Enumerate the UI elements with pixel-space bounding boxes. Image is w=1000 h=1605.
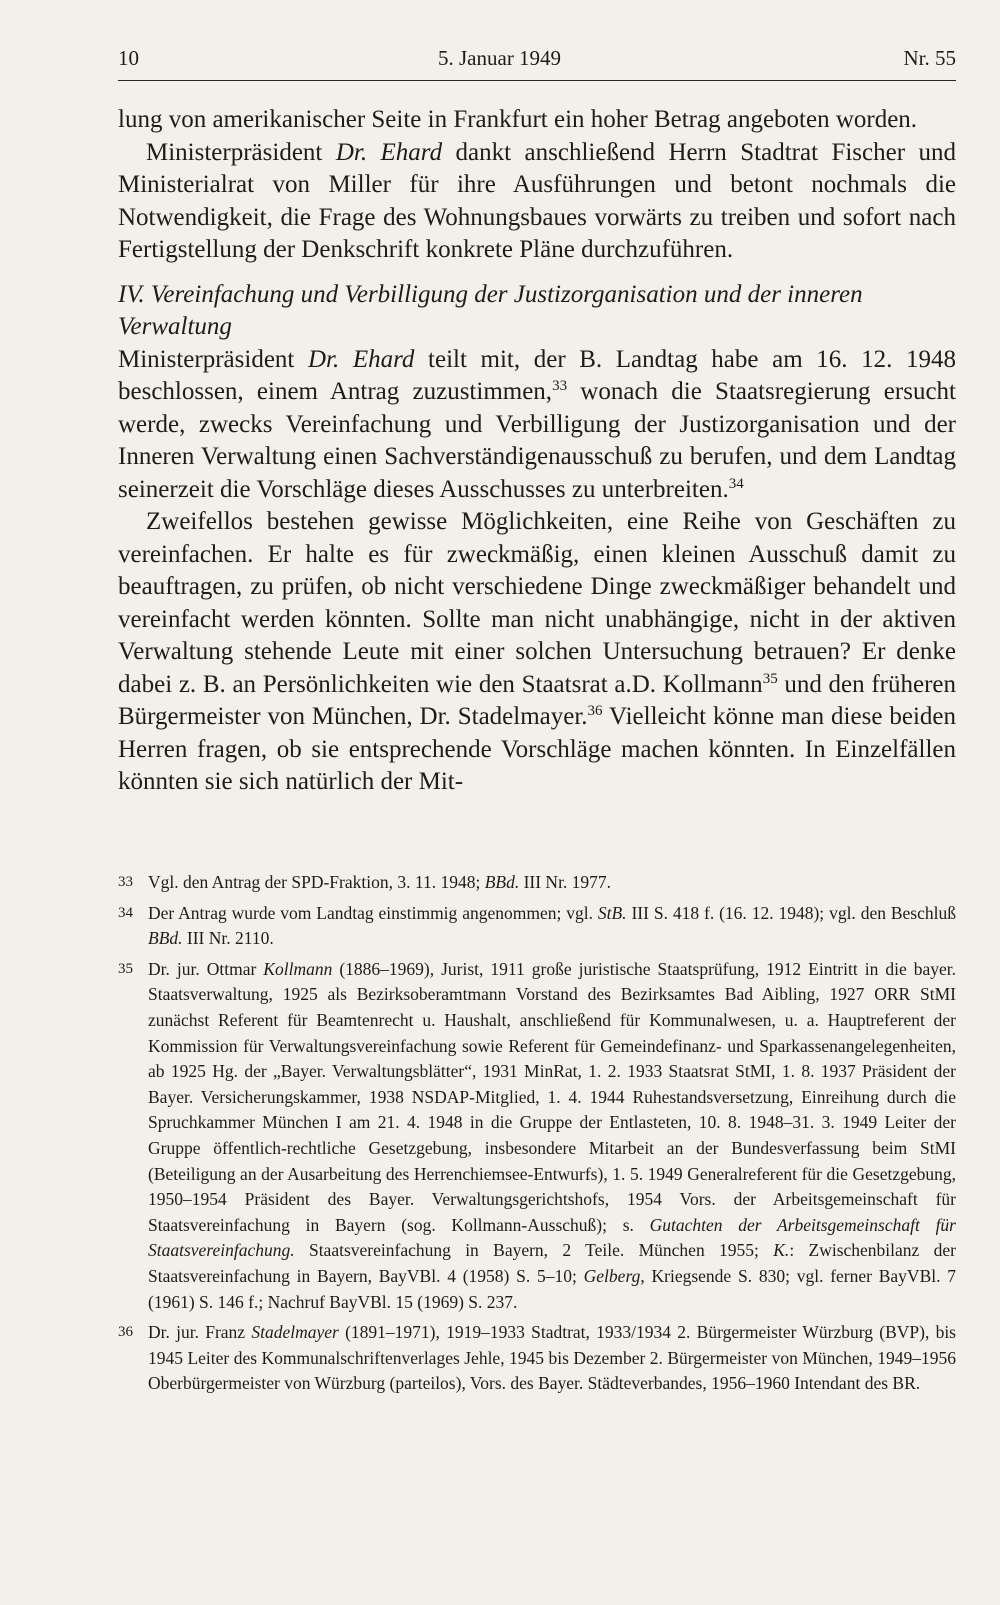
issue-number: Nr. 55 xyxy=(903,46,956,70)
speaker-name: Dr. Ehard xyxy=(335,138,443,166)
footnote-36: 36 Dr. jur. Franz Stadelmayer (1891–1971), 1919–1933 Stadtrat, 1933/1934 2. Bürgermeister Würzburg (BVP), bis 1945 Leiter des Kommunalschriftenverlages Jehle, 1945 bis Dezember 2. Bürgermeister von München, 1949–1956 Oberbürgermeister von Würzburg (parteilos), Vors. des Bayer. Städteverbandes, 1956–1960 Intendant des BR. xyxy=(118,1322,956,1394)
footnote-ref-35: 35 xyxy=(762,670,778,687)
footnote-35: 35 Dr. jur. Ottmar Kollmann (1886–1969), Jurist, 1911 große juristische Staatsprüfung, 1912 Eintritt in die bayer. Staatsverwaltung, 1925 als Bezirksoberamtmann Vorstand des Bezirksamtes Bad Aibling, 1927 ORR StMI zunächst Referent für Beamtenrecht u. Haushalt, anschließend für Kommunalwesen, u. a. Hauptreferent der Kommission für Verwaltungsvereinfachung sowie Referent für Gemeindefinanz- und Sparkassenangelegenheiten, ab 1925 Hg. der „Bayer. Verwaltungsblätter“, 1931 MinRat, 1. 2. 1933 Staatsrat StMI, 1. 8. 1937 Präsident der Bayer. Versicherungskammer, 1938 NSDAP-Mitglied, 1. 4. 1944 Ruhestandsversetzung, Einreihung durch die Spruchkammer München I am 21. 4. 1948 in die Gruppe der Entlasteten, 10. 8. 1948–31. 3. 1949 Leiter der Gruppe öffentlich-rechtliche Gesetzgebung, insbesondere Mitarbeit an der Bundesverfassung beim StMI (Beteiligung an der Ausarbeitung des Herrenchiemsee-Entwurfs), 1. 5. 1949 Generalreferent für die Gesetzgebung, 1950–1954 Präsident des Bayer. Verwaltungsgerichtshofs, 1954 Vors. der Arbeitsgemeinschaft für Staatsvereinfachung in Bayern (sog. Kollmann-Ausschuß); s. Gutachten der Arbeitsgemeinschaft für Staatsvereinfachung. Staatsvereinfachung in Bayern, 2 Teile. München 1955; K.: Zwischenbilanz der Staatsvereinfachung in Bayern, BayVBl. 4 (1958) S. 5–10; Gelberg, Kriegsende S. 830; vgl. ferner BayVBl. 7 (1961) S. 146 f.; Nachruf BayVBl. 15 (1969) S. 237. xyxy=(118,958,956,1312)
running-header xyxy=(118,44,956,81)
footnote-34: 34 Der Antrag wurde vom Landtag einstimmig angenommen; vgl. StB. III S. 418 f. (16. 12. 1948); vgl. den Beschluß BBd. III Nr. 2110. xyxy=(118,902,956,949)
footnote-ref-34: 34 xyxy=(728,475,744,492)
paragraph-landtag-decision: Ministerpräsident Dr. Ehard teilt mit, der B. Landtag habe am 16. 12. 1948 beschlossen, einem Antrag zuzustimmen,$^{33}$ wonach die Staatsregierung ersucht werde, zwecks Vereinfachung und Verbilligung der Justizorganisation und der Inneren Verwaltung einen Sachverständigenausschuß zu berufen, und dem Landtag seinerzeit die Vorschläge dieses Ausschusses zu unterbreiten.$^{34}$ xyxy=(118,345,956,503)
main-text xyxy=(118,104,956,799)
header-date: 5. Januar 1949 xyxy=(438,46,562,70)
paragraph-simplification: Zweifellos bestehen gewisse Möglichkeiten, eine Reihe von Geschäften zu vereinfachen. Er halte es für zweckmäßig, einen kleinen Ausschuß damit zu beauftragen, zu prüfen, ob nicht verschiedene Dinge zweckmäßiger behandelt und vereinfacht werden könnten. Sollte man nicht unabhängige, nicht in der aktiven Verwaltung stehende Leute mit einer solchen Untersuchung betrauen? Er denke dabei z. B. an Persönlichkeiten wie den Staatsrat a.D. Kollmann$^{35}$ und den früheren Bürgermeister von München, Dr. Stadelmayer.$^{36}$ Vielleicht könne man diese beiden Herren fragen, ob sie entsprechende Vorschläge machen könnten. In Einzelfällen könnten sie sich natürlich der Mit- xyxy=(118,508,956,795)
footnote-ref-33: 33 xyxy=(552,378,568,394)
section-heading: IV. Vereinfachung und Verbilligung der Justizorganisation und der inneren Verwaltung xyxy=(118,280,863,340)
footnote-number: 34 xyxy=(118,904,133,921)
footnote-number: 36 xyxy=(118,1324,133,1341)
page-number: 10 xyxy=(118,46,139,70)
speaker-name: Dr. Ehard xyxy=(307,345,415,373)
footnote-ref-36: 36 xyxy=(587,703,603,719)
footnote-number: 35 xyxy=(118,960,133,977)
footnote-number: 33 xyxy=(118,874,133,890)
paragraph-continuation: lung von amerikanischer Seite in Frankfurt ein hoher Betrag angeboten worden. xyxy=(118,106,918,133)
footnote-33: 33 Vgl. den Antrag der SPD-Fraktion, 3. 11. 1948; BBd. III Nr. 1977. xyxy=(118,870,956,896)
paragraph-ehard-thanks: Ministerpräsident Dr. Ehard dankt anschließend Herrn Stadtrat Fischer und Ministerialrat von Miller für ihre Ausführungen und betont nochmals die Notwendigkeit, die Frage des Wohnungsbaues vorwärts zu treiben und sofort nach Fertigstellung der Denkschrift konkrete Pläne durchzuführen. xyxy=(118,138,957,263)
footnotes xyxy=(118,870,956,1402)
